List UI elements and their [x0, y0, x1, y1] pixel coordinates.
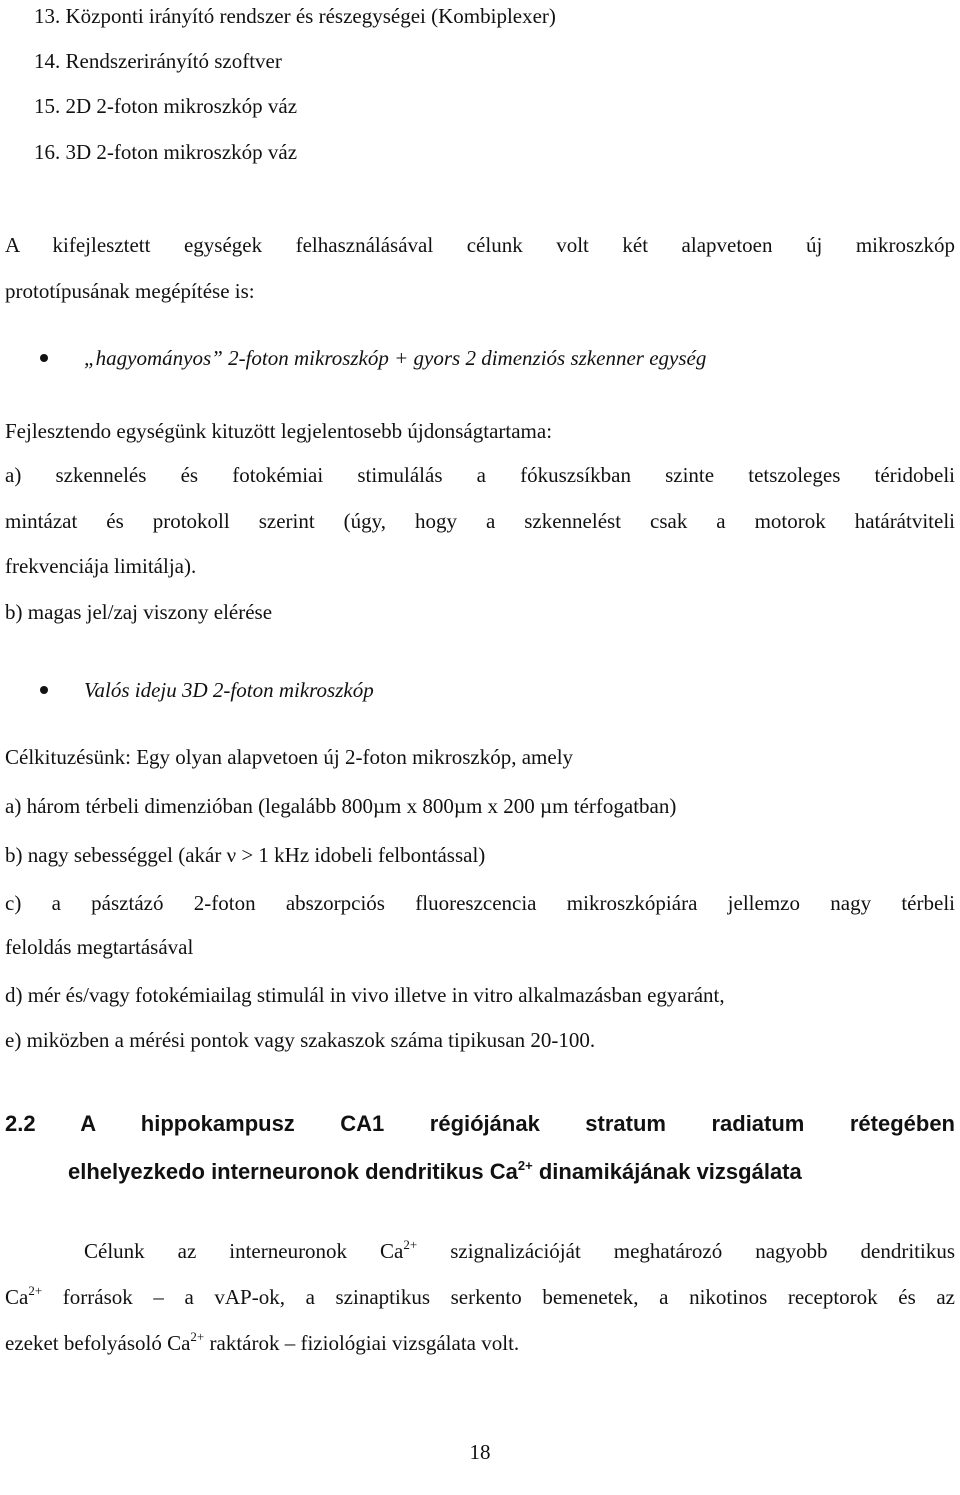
paragraph-line: c) a pásztázó 2-foton abszorpciós fluoreszcencia mikroszkópiára jellemzo nagy térbeli [5, 891, 955, 915]
bullet-icon [40, 354, 48, 362]
paragraph-line: e) miközben a mérési pontok vagy szakaszok száma tipikusan 20-100. [5, 1028, 596, 1052]
paragraph-line: feloldás megtartásával [5, 935, 194, 959]
list-item: 14. Rendszerirányító szoftver [34, 49, 282, 73]
paragraph-line: mintázat és protokoll szerint (úgy, hogy a szkennelést csak a motorok határátviteli [5, 509, 955, 533]
paragraph-line: Fejlesztendo egységünk kituzött legjelentosebb újdonságtartama: [5, 419, 553, 443]
paragraph-line: b) nagy sebességgel (akár ν > 1 kHz idobeli felbontással) [5, 843, 486, 867]
paragraph-line: Célkituzésünk: Egy olyan alapvetoen új 2-foton mikroszkóp, amely [5, 745, 574, 769]
paragraph-line: frekvenciája limitálja). [5, 554, 197, 578]
paragraph-line: $Ca^{2+}$ források – a vAP-ok, a szinaptikus serkento bemenetek, a nikotinos receptorok és az [5, 1283, 955, 1309]
paragraph-line: ezeket befolyásoló $Ca^{2+}$ raktárok – fiziológiai vizsgálata volt. [5, 1329, 520, 1355]
bullet-icon [40, 686, 48, 694]
bullet-text: „hagyományos” 2-foton mikroszkóp + gyors 2 dimenziós szkenner egység [84, 346, 707, 370]
paragraph-line: d) mér és/vagy fotokémiailag stimulál in vivo illetve in vitro alkalmazásban egyaránt, [5, 983, 725, 1007]
list-item: 13. Központi irányító rendszer és részegységei (Kombiplexer) [34, 4, 556, 28]
section-heading-continued: elhelyezkedo interneuronok dendritikus $Ca^{2+}$ dinamikájának vizsgálata [68, 1158, 802, 1184]
paragraph-line: a) szkennelés és fotokémiai stimulálás a fókuszsíkban szinte tetszoleges téridobeli [5, 463, 955, 487]
section-heading: 2.2 A hippokampusz CA1 régiójának stratum radiatum rétegében [5, 1111, 955, 1136]
paragraph-line: a) három térbeli dimenzióban (legalább 800µm x 800µm x 200 µm térfogatban) [5, 794, 677, 818]
bullet-text: Valós ideju 3D 2-foton mikroszkóp [84, 678, 374, 702]
list-item: 15. 2D 2-foton mikroszkóp váz [34, 94, 298, 118]
intro-line: A kifejlesztett egységek felhasználásával célunk volt két alapvetoen új mikroszkóp [5, 233, 955, 257]
paragraph-line: b) magas jel/zaj viszony elérése [5, 600, 273, 624]
intro-line: prototípusának megépítése is: [5, 279, 255, 303]
paragraph-line: Célunk az interneuronok $Ca^{2+}$ szignalizációját meghatározó nagyobb dendritikus [84, 1237, 955, 1263]
page-number: 18 [469, 1440, 491, 1464]
list-item: 16. 3D 2-foton mikroszkóp váz [34, 140, 298, 164]
